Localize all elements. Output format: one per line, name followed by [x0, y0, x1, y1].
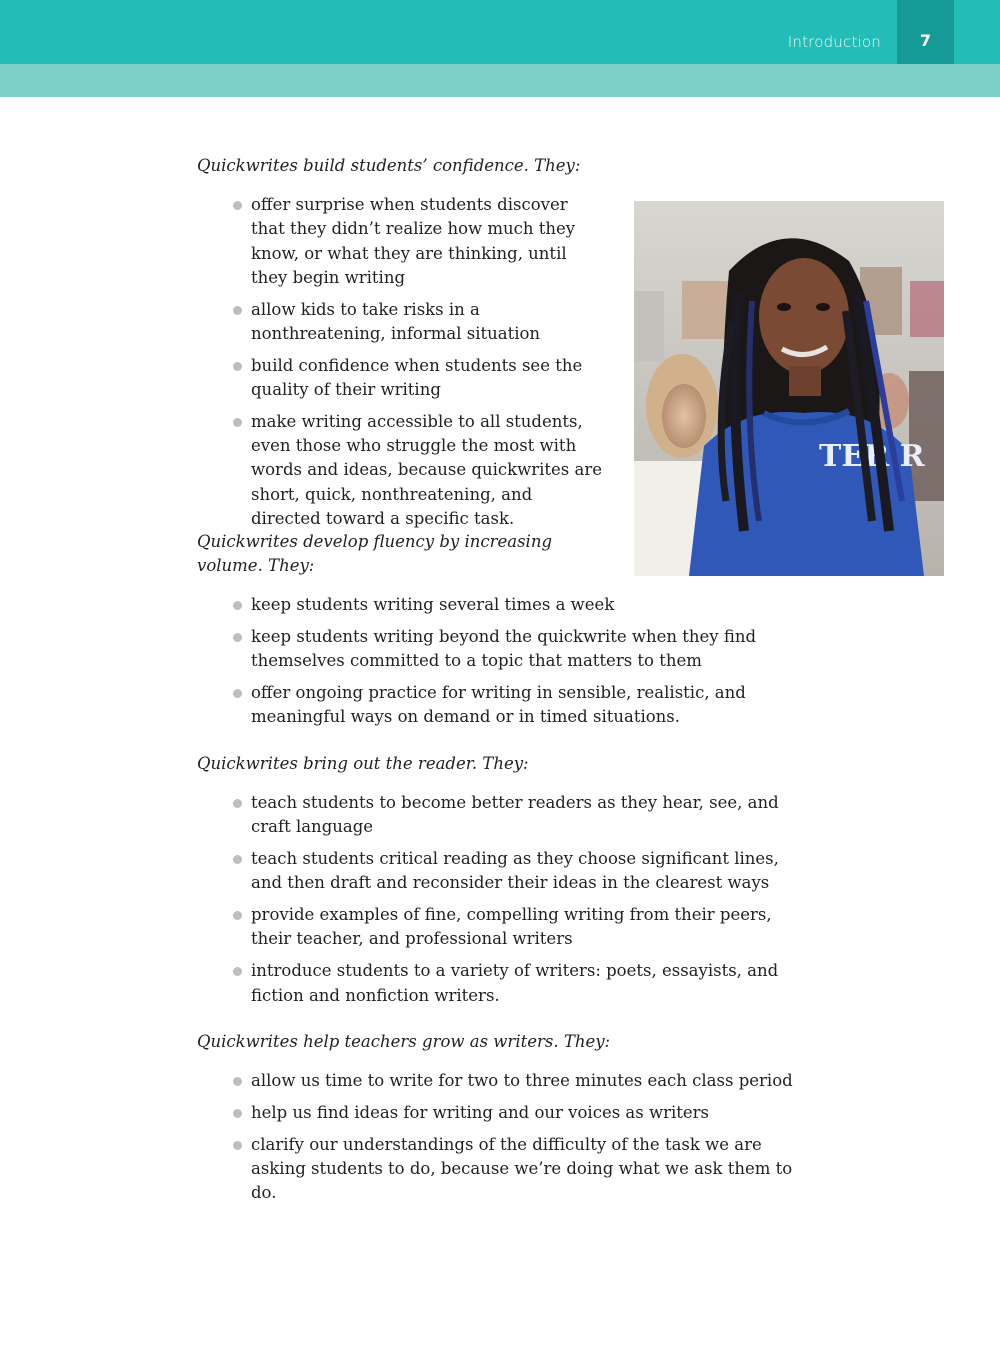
list-item: teach students critical reading as they choose significant lines, and then draft and reconsider their ideas in the clearest ways	[233, 847, 793, 896]
section-4-lead: Quickwrites help teachers grow as writers. They:	[197, 1032, 611, 1051]
list-item: offer ongoing practice for writing in sensible, realistic, and meaningful ways on demand or in timed situations.	[233, 681, 793, 730]
bullet-icon	[233, 601, 242, 610]
section-2-list	[233, 593, 793, 737]
page-number-box	[897, 0, 954, 64]
bullet-icon	[233, 689, 242, 698]
bullet-icon	[233, 1109, 242, 1118]
bullet-icon	[233, 967, 242, 976]
list-item: make writing accessible to all students, even those who struggle the most with words and ideas, because quickwrites are short, quick, nonthreatening, and directed toward a specific task.	[233, 410, 605, 531]
bullet-icon	[233, 633, 242, 642]
bullet-icon	[233, 306, 242, 315]
running-head: Introduction	[787, 33, 881, 51]
list-item: clarify our understandings of the difficulty of the task we are asking students to do, because we’re doing what we ask them to do.	[233, 1133, 793, 1206]
list-item: keep students writing several times a week	[233, 593, 793, 617]
bullet-icon	[233, 418, 242, 427]
page-number: 7	[919, 31, 932, 50]
bullet-icon	[233, 799, 242, 808]
bullet-icon	[233, 1077, 242, 1086]
bullet-icon	[233, 911, 242, 920]
list-item: introduce students to a variety of writers: poets, essayists, and fiction and nonfiction writers.	[233, 959, 793, 1008]
header-band	[0, 64, 1000, 97]
bullet-icon	[233, 855, 242, 864]
list-item: offer surprise when students discover that they didn’t realize how much they know, or what they are thinking, until they begin writing	[233, 193, 605, 290]
section-1-lead: Quickwrites build students’ confidence. They:	[197, 156, 581, 175]
header-bar	[0, 0, 1000, 64]
bullet-icon	[233, 362, 242, 371]
bullet-icon	[233, 201, 242, 210]
section-3-list	[233, 791, 793, 1015]
list-item: teach students to become better readers as they hear, see, and craft language	[233, 791, 793, 840]
list-item: allow us time to write for two to three minutes each class period	[233, 1069, 793, 1093]
section-3-lead: Quickwrites bring out the reader. They:	[197, 754, 529, 773]
section-2-lead: Quickwrites develop fluency by increasing volume. They:	[197, 532, 553, 575]
list-item: help us find ideas for writing and our voices as writers	[233, 1101, 793, 1125]
section-1-list	[233, 193, 605, 539]
section-4-list	[233, 1069, 793, 1213]
student-photo	[634, 201, 944, 576]
student-photo-illustration	[634, 201, 944, 576]
list-item: provide examples of fine, compelling writing from their peers, their teacher, and professional writers	[233, 903, 793, 952]
list-item: allow kids to take risks in a nonthreatening, informal situation	[233, 298, 605, 347]
shirt-lettering: TER R	[819, 439, 925, 474]
list-item: keep students writing beyond the quickwrite when they find themselves committed to a topic that matters to them	[233, 625, 793, 674]
list-item: build confidence when students see the quality of their writing	[233, 354, 605, 403]
bullet-icon	[233, 1141, 242, 1150]
